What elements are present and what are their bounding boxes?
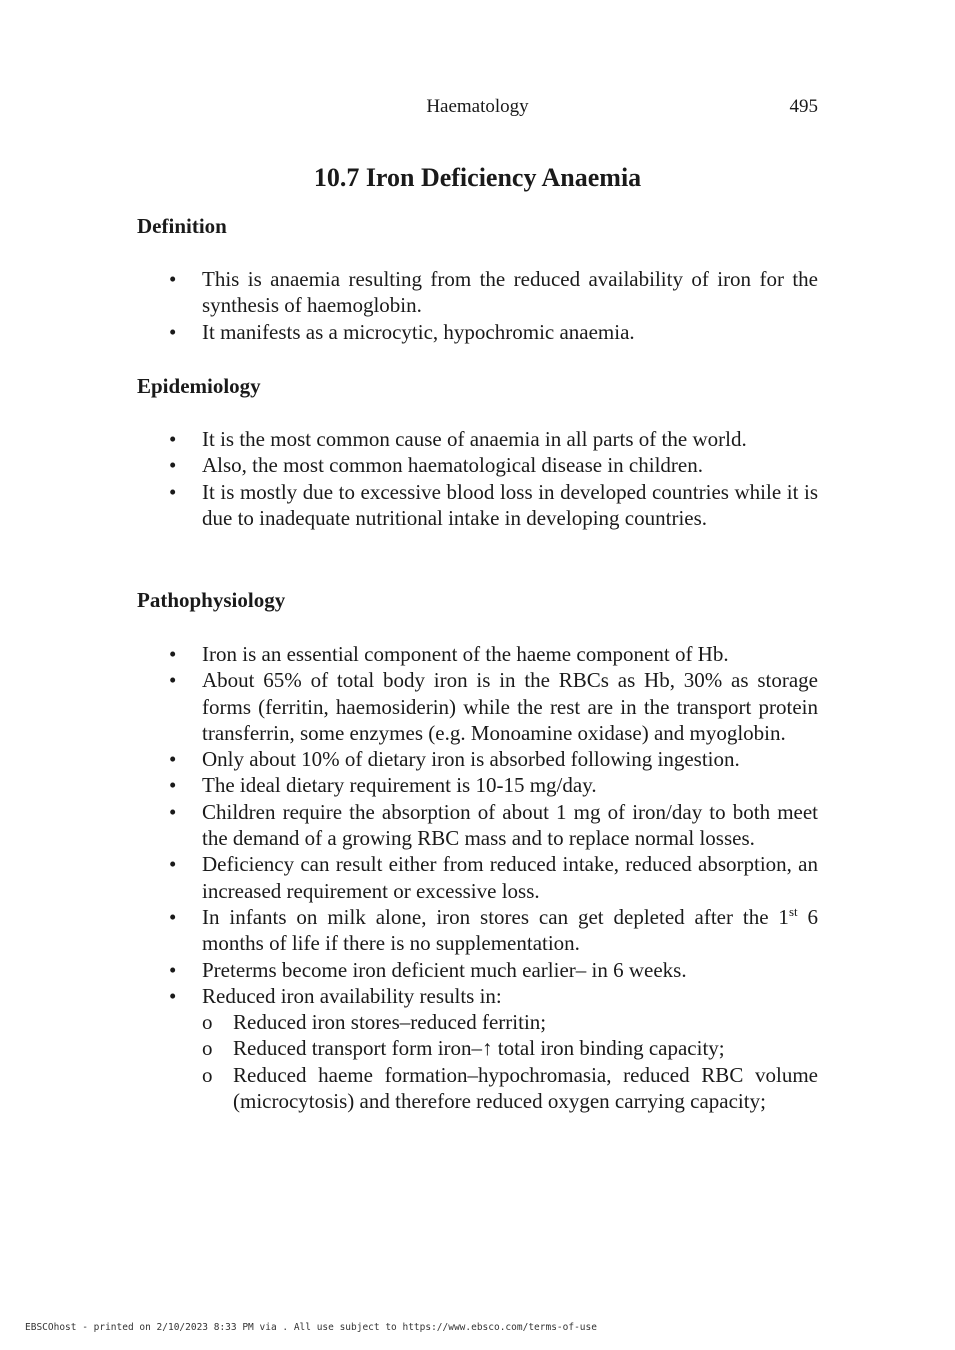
list-item: • Children require the absorption of about 1 mg of iron/day to both meet the demand of a growing RBC mass and to replace normal losses. bbox=[202, 799, 818, 852]
epidemiology-list bbox=[202, 426, 818, 531]
list-item: • It is mostly due to excessive blood loss in developed countries while it is due to inadequate nutritional intake in developing countries. bbox=[202, 479, 818, 532]
section-heading-pathophysiology: Pathophysiology bbox=[137, 588, 286, 612]
list-item: • It is the most common cause of anaemia in all parts of the world. bbox=[202, 426, 818, 452]
list-item: • The ideal dietary requirement is 10-15 mg/day. bbox=[202, 772, 818, 798]
list-item bbox=[202, 983, 818, 1114]
pathophysiology-list bbox=[202, 641, 818, 1114]
section-heading-epidemiology: Epidemiology bbox=[137, 374, 261, 398]
list-item: • Also, the most common haematological disease in children. bbox=[202, 452, 818, 478]
page-number: 495 bbox=[789, 96, 818, 117]
list-item: • This is anaemia resulting from the reduced availability of iron for the synthesis of haemoglobin. bbox=[202, 266, 818, 319]
sub-list bbox=[233, 1009, 818, 1114]
section-heading-definition: Definition bbox=[137, 214, 227, 238]
sub-list-item: o Reduced iron stores–reduced ferritin; bbox=[233, 1009, 818, 1035]
superscript-ordinal: st bbox=[788, 903, 798, 919]
list-item-text: In infants on milk alone, iron stores can get depleted after the 1 bbox=[202, 904, 789, 929]
sub-list-item: o Reduced haeme formation–hypochromasia, reduced RBC volume (microcytosis) and therefore reduced oxygen carrying capacity; bbox=[233, 1062, 818, 1115]
chapter-title: 10.7 Iron Deficiency Anaemia bbox=[313, 163, 642, 192]
list-item: • About 65% of total body iron is in the RBCs as Hb, 30% as storage forms (ferritin, haemosiderin) while the rest are in the transport protein transferrin, some enzymes (e.g. Monoamine oxidase) and myoglobin. bbox=[202, 667, 818, 746]
list-item: • Iron is an essential component of the haeme component of Hb. bbox=[202, 641, 818, 667]
list-item bbox=[202, 904, 818, 957]
list-item-text: Reduced iron availability results in: bbox=[202, 983, 502, 1008]
running-header-title: Haematology bbox=[426, 96, 529, 117]
list-item: • It manifests as a microcytic, hypochromic anaemia. bbox=[202, 319, 818, 345]
list-item: • Only about 10% of dietary iron is absorbed following ingestion. bbox=[202, 746, 818, 772]
ebsco-footer-note: EBSCOhost - printed on 2/10/2023 8:33 PM via . All use subject to https://www.ebsco.com/terms-of-use bbox=[25, 1322, 597, 1333]
running-header bbox=[137, 96, 818, 122]
definition-list bbox=[202, 266, 818, 345]
list-item: • Deficiency can result either from reduced intake, reduced absorption, an increased requirement or excessive loss. bbox=[202, 851, 818, 904]
list-item-text: 6 months of life if there is no supplementation. bbox=[202, 904, 818, 956]
sub-list-item: o Reduced transport form iron–↑ total iron binding capacity; bbox=[233, 1035, 818, 1061]
list-item: • Preterms become iron deficient much earlier– in 6 weeks. bbox=[202, 957, 818, 983]
